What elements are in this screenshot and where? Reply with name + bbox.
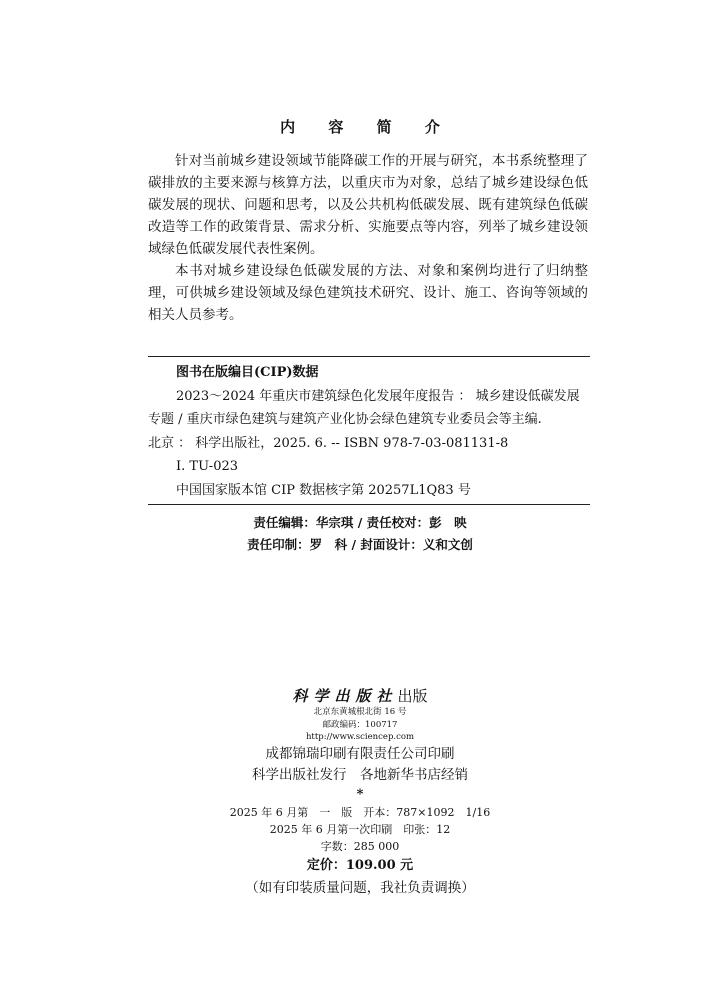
price: 定价：109.00 元 [306, 857, 414, 873]
cip-title: 图书在版编目(CIP)数据 [176, 365, 319, 380]
page-title: 内 容 简 介 [280, 118, 454, 136]
cip-block [148, 356, 590, 505]
publisher-name [0, 686, 720, 706]
cip-line-2: 专题 / 重庆市绿色建筑与建筑产业化协会绿色建筑专业委员会等主编. [148, 412, 542, 427]
spec-edition: 2025 年 6 月第 一 版 开本：787×1092 1/16 [229, 805, 491, 819]
separator-star: * [356, 786, 364, 802]
cip-line-5: 中国国家版本馆 CIP 数据核字第 20257L1Q83 号 [176, 482, 471, 498]
cip-line-4: Ⅰ. TU-023 [176, 459, 239, 474]
summary-paragraph-2: 本书对城乡建设绿色低碳发展的方法、对象和案例均进行了归纳整理，可供城乡建设领域及绿色建筑技术研究、设计、施工、咨询等领域的相关人员参考。 [148, 263, 588, 323]
quality-note: （如有印装质量问题，我社负责调换） [245, 879, 475, 896]
cip-line-1: 2023～2024 年重庆市建筑绿色化发展年度报告 ： 城乡建设低碳发展 [176, 388, 580, 404]
summary-paragraph-1: 针对当前城乡建设领域节能降碳工作的开展与研究，本书系统整理了碳排放的主要来源与核算方法，以重庆市为对象，总结了城乡建设绿色低碳发展的现状、问题和思考，以及公共机构低碳发展、既有建筑绿色低碳改造等工作的政策背景、需求分析、实施要点等内容，列举了城乡建设领域绿色低碳发展代表性案例。 [148, 153, 588, 257]
cip-line-3: 北京 ： 科学出版社，2025. 6. -- ISBN 978-7-03-081131-8 [148, 435, 509, 451]
publisher-suffix: 出版 [397, 687, 428, 705]
printer: 成都锦瑞印刷有限责任公司印刷 [265, 745, 455, 762]
publisher-address: 北京东黄城根北街 16 号 [313, 707, 407, 717]
book-summary [148, 150, 588, 326]
publisher-logo: 科学出版社 [292, 687, 398, 705]
spec-printing: 2025 年 6 月第一次印刷 印张：12 [269, 822, 451, 836]
editors-line-1: 责任编辑：华宗琪 / 责任校对：彭 映 [253, 515, 467, 530]
publisher-info [0, 686, 720, 899]
spec-word-count: 字数：285 000 [320, 839, 400, 853]
publisher-postcode: 邮政编码：100717 [322, 719, 398, 730]
editors-credits [0, 512, 720, 556]
distributor: 科学出版社发行 各地新华书店经销 [252, 766, 468, 783]
editors-line-2: 责任印制：罗 科 / 封面设计：义和文创 [247, 537, 473, 552]
publisher-website: http://www.sciencep.com [305, 732, 415, 742]
